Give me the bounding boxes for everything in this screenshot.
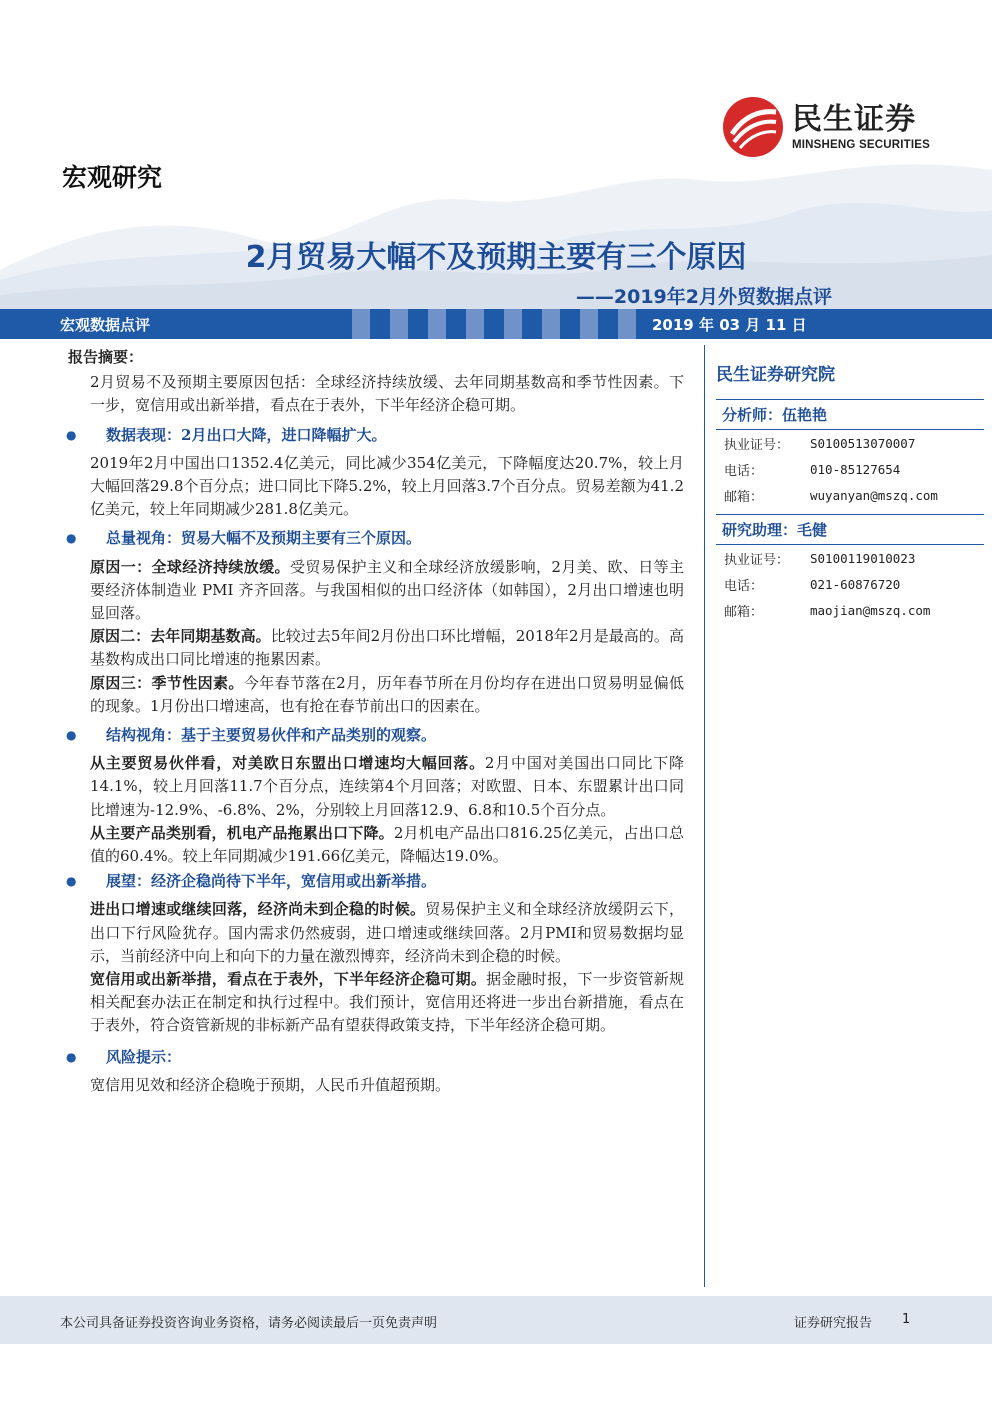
assistant-cert-row: 执业证号： S0100119010023 [724,550,916,568]
bullet-icon: ● [66,1049,77,1064]
bullet-title: 展望：经济企稳尚待下半年，宽信用或出新举措。 [106,872,437,891]
reason-title: 原因一：全球经济持续放缓。 [90,557,290,576]
bullet-structure [62,724,684,747]
author-sidebar [716,360,984,623]
bullet-title: 结构视角：基于主要贸易伙伴和产品类别的观察。 [106,726,437,745]
bullet-title: 数据表现：2月出口大降，进口降幅扩大。 [106,425,387,444]
page-footer [0,1296,992,1344]
bullet-icon: ● [66,531,77,546]
footer-disclaimer: 本公司具备证券投资咨询业务资格，请务必阅读最后一页免责声明 [60,1316,438,1331]
assistant-phone-row: 电话： 021-60876720 [724,576,901,594]
risk-paragraph: 宽信用见效和经济企稳晚于预期，人民币升值超预期。 [90,1075,451,1094]
bullet-data [62,424,684,447]
report-title: 2月贸易大幅不及预期主要有三个原因 [245,240,747,275]
analyst-email-link[interactable]: wuyanyan@mszq.com [810,487,938,503]
bullet-risk [62,1046,684,1069]
summary-intro: 2月贸易不及预期主要原因包括：全球经济持续放缓、去年同期基数高和季节性因素。下一步，宽信用或出新举措，看点在于表外，下半年经济企稳可期。 [90,373,684,415]
logo-name-cn: 民生证券 [792,102,916,137]
footer-report-type: 证券研究报告 [794,1316,873,1331]
company-logo [722,96,930,158]
structure-paragraph: 从主要产品类别看，机电产品拖累出口下降。2月机电产品出口816.25亿美元，占出口总值的60.4%。较上年同期减少191.66亿美元，降幅达19.0%。 [90,823,684,866]
reason-title: 原因二：去年同期基数高。 [90,627,271,646]
analyst-email-row: 邮箱： wuyanyan@mszq.com [724,487,938,505]
data-paragraph: 2019年2月中国出口1352.4亿美元，同比减少354亿美元，下降幅度达20.7%，较上月大幅回落29.8个百分点；进口同比下降5.2%，较上月回落3.7个百分点。贸易差额为41.2亿美元，较上年同期减少281.8亿美元。 [90,453,684,519]
structure-paragraph: 从主要贸易伙伴看，对美欧日东盟出口增速均大幅回落。2月中国对美国出口同比下降14.1%，较上月回落11.7个百分点，连续第4个月回落；对欧盟、日本、东盟累计出口同比增速为-12.9%、-6.8%、2%，分别较上月回落12.9、6.8和10.5个百分点。 [90,754,684,819]
bullet-icon: ● [66,427,77,442]
logo-name-en: MINSHENG SECURITIES [792,139,930,151]
assistant-heading: 研究助理：毛健 [716,514,984,545]
outlook-paragraph: 宽信用或出新举措，看点在于表外，下半年经济企稳可期。据金融时报，下一步资管新规相关配套办法正在制定和执行过程中。我们预计，宽信用还将进一步出台新措施，看点在于表外，符合资管新规的非标新产品有望获得政策支持，下半年经济企稳可期。 [90,970,684,1035]
reason-paragraph: 原因二：去年同期基数高。比较过去5年间2月份出口环比增幅，2018年2月是最高的。高基数构成出口同比增速的拖累因素。 [90,627,684,669]
assistant-email-link[interactable]: maojian@mszq.com [810,602,931,618]
assistant-email-row: 邮箱： maojian@mszq.com [724,602,931,620]
report-type-label: 宏观数据点评 [60,316,151,334]
minsheng-logo-icon [722,96,784,158]
summary-heading: 报告摘要： [68,348,144,366]
header-bar [0,309,992,339]
analyst-phone-row: 电话： 010-85127654 [724,461,901,479]
reason-paragraph: 原因一：全球经济持续放缓。受贸易保护主义和全球经济放缓影响，2月美、欧、日等主要经济体制造业 PMI 齐齐回落。与我国相似的出口经济体（如韩国），2月出口增速也明显回落。 [90,557,684,623]
bullet-title: 总量视角：贸易大幅不及预期主要有三个原因。 [106,529,422,548]
outlook-paragraph: 进出口增速或继续回落，经济尚未到企稳的时候。贸易保护主义和全球经济放缓阴云下，出口下行风险犹存。国内需求仍然疲弱，进口增速或继续回落。2月PMI和贸易数据均显示，当前经济中向上和向下的力量在激烈博弈，经济尚未到企稳的时候。 [90,900,684,965]
page-number: 1 [902,1312,911,1327]
summary-column [62,346,684,1103]
bullet-icon: ● [66,874,77,889]
bullet-outlook [62,870,684,893]
column-divider [704,345,705,1287]
analyst-cert-row: 执业证号： S0100513070007 [724,435,916,453]
report-subtitle: ——2019年2月外贸数据点评 [575,286,832,308]
bullet-icon: ● [66,728,77,743]
institute-name: 民生证券研究院 [716,365,835,385]
report-date: 2019 年 03 月 11 日 [652,316,807,334]
bullet-total [62,527,684,550]
analyst-heading: 分析师：伍艳艳 [716,399,984,430]
reason-paragraph: 原因三：季节性因素。今年春节落在2月，历年春节所在月份均存在进出口贸易明显偏低的现象。1月份出口增速高，也有抢在春节前出口的因素在。 [90,673,684,715]
report-category: 宏观研究 [62,163,163,192]
bullet-title: 风险提示： [106,1047,182,1066]
reason-title: 原因三：季节性因素。 [90,673,244,692]
